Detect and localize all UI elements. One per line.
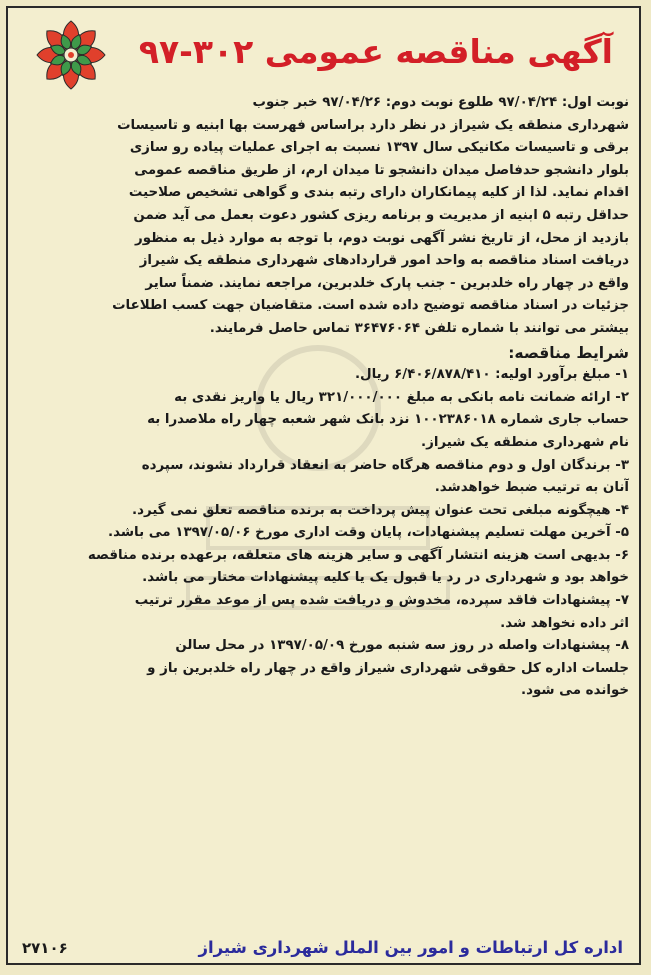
- ad-body: [18, 92, 629, 703]
- intro-line: اقدام نماید. لذا از کلیه پیمانکاران دارای رتبه بندی و گواهی تشخیص صلاحیت: [128, 185, 629, 201]
- tender-advertisement: [6, 6, 641, 965]
- intro-line: شهرداری منطقه یک شیراز در نظر دارد براساس فهرست بها ابنیه و تاسیسات: [117, 117, 629, 133]
- condition-line: اثر داده نخواهد شد.: [500, 615, 629, 631]
- ad-title: آگهی مناقصه عمومی ۳۰۲-۹۷: [138, 32, 613, 71]
- intro-line: بازدید از محل، از تاریخ نشر آگهی نوبت دوم، با توجه به موارد ذیل به منظور: [135, 230, 629, 246]
- condition-line: آنان به ترتیب ضبط خواهدشد.: [434, 480, 629, 496]
- intro-paragraph: [18, 115, 629, 341]
- condition-line: ۵- آخرین مهلت تسلیم پیشنهادات، پایان وقت اداری مورخ ۱۳۹۷/۰۵/۰۶ می باشد.: [108, 525, 629, 541]
- intro-line: واقع در چهار راه خلدبرین - جنب پارک خلدبرین، مراجعه نمایند. ضمناً سایر: [145, 275, 629, 291]
- publication-dates: نوبت اول: ۹۷/۰۴/۲۴ طلوع نوبت دوم: ۹۷/۰۴/۲۶ خبر جنوب: [252, 95, 629, 110]
- intro-line: حداقل رتبه ۵ ابنیه از مدیریت و برنامه ریزی کشور دعوت بعمل می آید ضمن: [133, 207, 629, 223]
- intro-line: جزئیات در اسناد مناقصه توضیح داده شده است. متقاضیان جهت کسب اطلاعات: [112, 298, 629, 314]
- ad-footer: [8, 932, 639, 964]
- condition-line: نام شهرداری منطقه یک شیراز.: [421, 434, 629, 450]
- condition-line: جلسات اداره کل حقوقی شهرداری شیراز واقع در چهار راه خلدبرین باز و: [147, 660, 629, 676]
- conditions-list: [18, 364, 629, 703]
- intro-line: برقی و تاسیسات مکانیکی سال ۱۳۹۷ نسبت به اجرای عملیات پیاده رو سازی: [129, 140, 629, 156]
- conditions-heading: شرایط مناقصه:: [508, 343, 629, 362]
- intro-line: بیشتر می توانند با شماره تلفن ۳۶۴۷۶۰۶۴ تماس حاصل فرمایند.: [209, 320, 629, 336]
- condition-line: ۶- بدیهی است هزینه انتشار آگهی و سایر هزینه های متعلقه، برعهده برنده مناقصه: [87, 547, 629, 563]
- condition-line: خواهد بود و شهرداری در رد یا قبول یک یا کلیه پیشنهادات مختار می باشد.: [142, 570, 629, 586]
- intro-line: دریافت اسناد مناقصه به واحد امور قراردادهای شهرداری منطقه یک شیراز: [139, 253, 629, 269]
- condition-line: خوانده می شود.: [521, 683, 629, 699]
- ad-header: [8, 8, 639, 94]
- intro-line: بلوار دانشجو حدفاصل میدان دانشجو تا میدان ارم، از طریق مناقصه عمومی: [134, 162, 629, 178]
- condition-line: ۳- برندگان اول و دوم مناقصه هرگاه حاضر به انعقاد قرارداد نشوند، سپرده: [141, 457, 629, 473]
- condition-line: حساب جاری شماره ۱۰۰۲۳۸۶۰۱۸ نزد بانک شهر شعبه چهار راه ملاصدرا به: [147, 412, 629, 428]
- condition-line: ۲- ارائه ضمانت نامه بانکی به مبلغ ۳۲۱/۰۰۰/۰۰۰ ریال یا واریز نقدی به: [174, 389, 629, 405]
- condition-line: ۱- مبلغ برآورد اولیه: ۶/۴۰۶/۸۷۸/۴۱۰ ریال.: [354, 367, 629, 383]
- issuing-office: اداره کل ارتباطات و امور بین الملل شهرداری شیراز: [198, 938, 623, 957]
- condition-line: ۷- پیشنهادات فاقد سپرده، مخدوش و دریافت شده پس از موعد مقرر ترتیب: [134, 593, 629, 609]
- municipality-logo-icon: [34, 18, 108, 92]
- condition-line: ۸- پیشنهادات واصله در روز سه شنبه مورخ ۱۳۹۷/۰۵/۰۹ در محل سالن: [175, 638, 629, 654]
- ad-reference-number: ۲۷۱۰۶: [22, 939, 68, 957]
- condition-line: ۴- هیچگونه مبلغی تحت عنوان پیش پرداخت به برنده مناقصه تعلق نمی گیرد.: [132, 502, 629, 518]
